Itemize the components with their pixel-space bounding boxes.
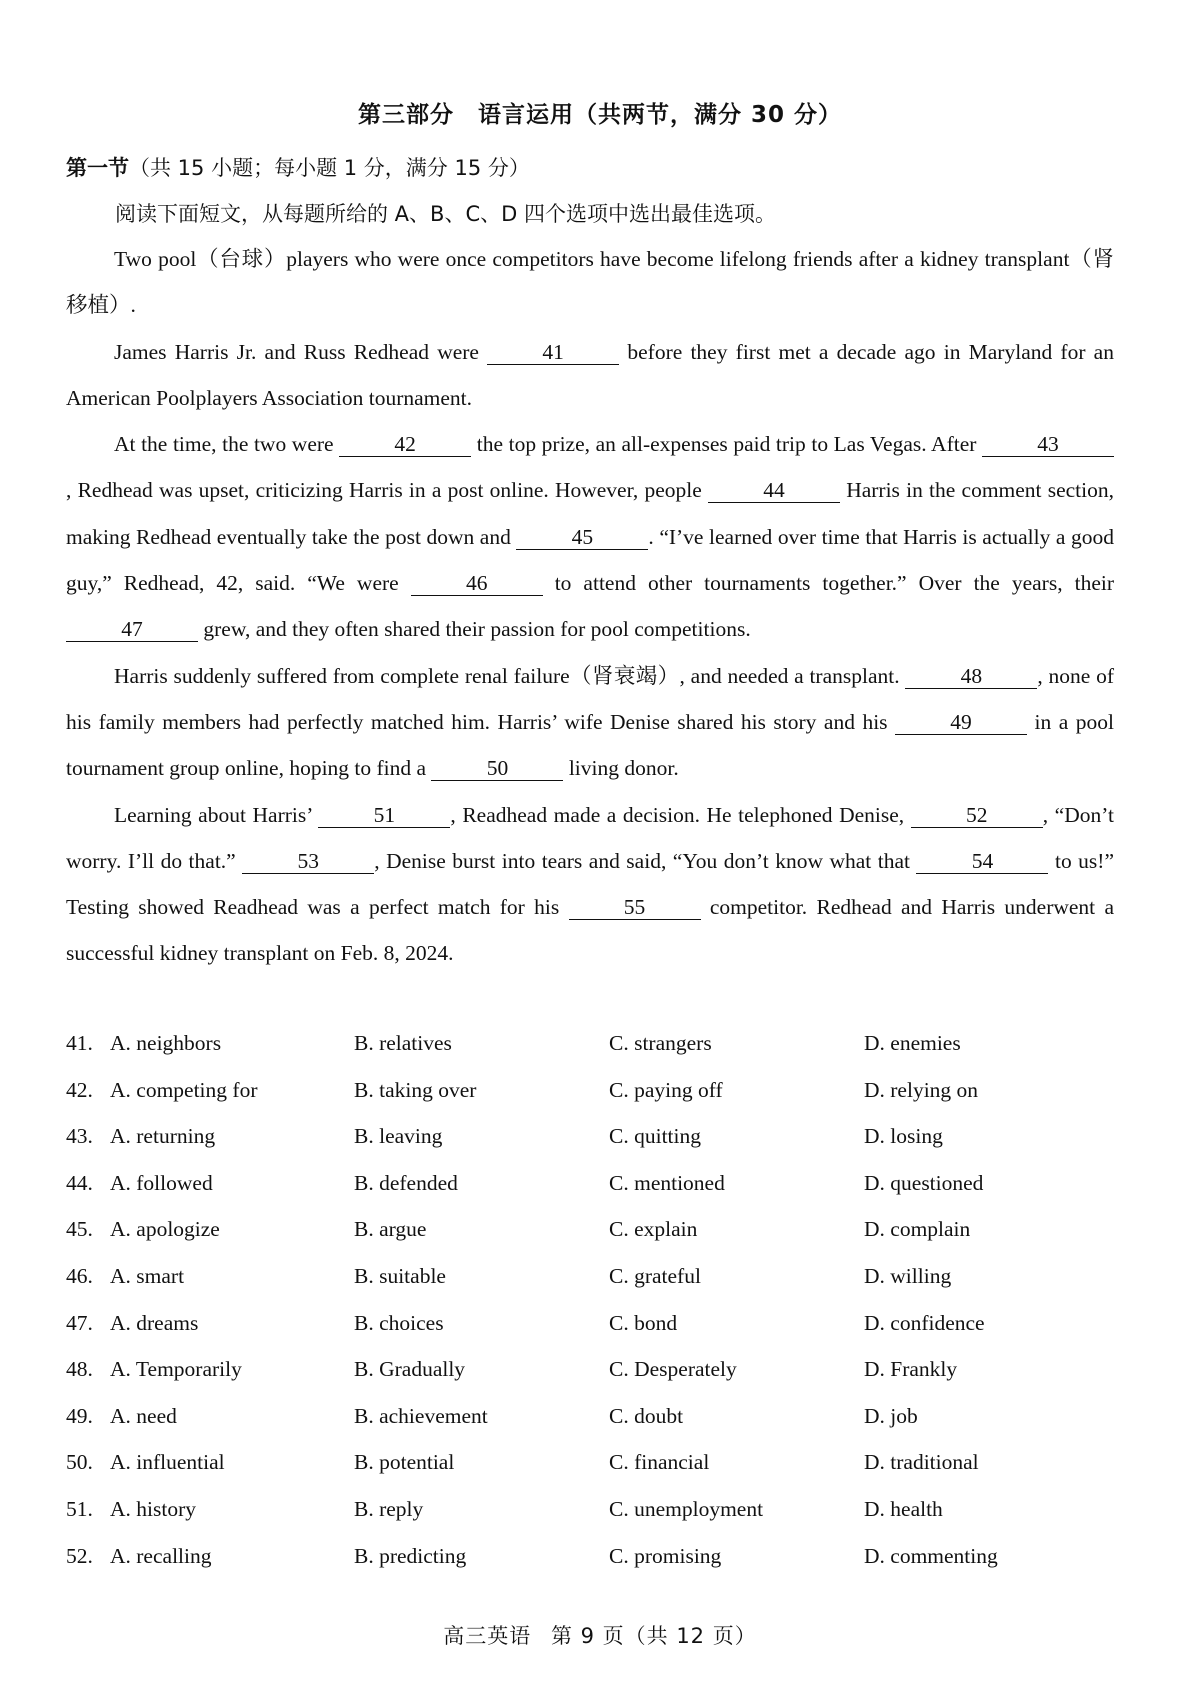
blank-49: 49 [895, 710, 1027, 735]
option-d: D. confidence [864, 1310, 985, 1335]
cloze-passage [66, 236, 1114, 977]
option-a: A. competing for [110, 1077, 258, 1102]
blank-47: 47 [66, 617, 198, 642]
paragraph-3 [66, 421, 1114, 652]
option-b: B. Gradually [354, 1357, 466, 1382]
passage-text: , “Don’t worry. I’ll do that.” [66, 802, 1114, 873]
blank-44: 44 [708, 478, 840, 503]
option-c: C. grateful [609, 1263, 701, 1288]
blank-46: 46 [411, 571, 543, 596]
part-title: 第三部分 语言运用（共两节，满分 30 分） [357, 102, 843, 128]
option-a: A. Temporarily [110, 1357, 242, 1382]
passage-text: to attend other tournaments together.” Over the years, their [542, 571, 1114, 596]
passage-text: Harris suddenly suffered from complete renal failure（肾衰竭）, and needed a transplant. [114, 663, 906, 688]
option-c: C. bond [609, 1310, 678, 1335]
passage-text: Two pool（台球）players who were once competitors have become lifelong friends after a kidney transplant（肾移植）. [66, 247, 1114, 318]
blank-52: 52 [911, 803, 1043, 828]
question-number: 45. [66, 1217, 93, 1242]
option-a: A. dreams [110, 1310, 199, 1335]
option-c: C. financial [609, 1450, 710, 1475]
passage-text: . “I’ve learned over time that Harris is actually a good guy,” Redhead, 42, said. “We were [66, 524, 1114, 596]
option-row [66, 1308, 1126, 1355]
option-c: C. doubt [609, 1403, 684, 1428]
option-row [66, 1121, 1126, 1168]
option-c: C. Desperately [609, 1357, 737, 1382]
question-number: 43. [66, 1124, 93, 1149]
blank-42: 42 [339, 432, 471, 457]
question-number: 47. [66, 1310, 93, 1335]
instruction-text: 阅读下面短文，从每题所给的 A、B、C、D 四个选项中选出最佳选项。 [115, 202, 776, 226]
option-a: A. apologize [110, 1217, 220, 1242]
option-row [66, 1214, 1126, 1261]
option-a: A. returning [110, 1124, 216, 1149]
blank-41: 41 [487, 340, 619, 365]
option-a: A. neighbors [110, 1031, 222, 1055]
question-number: 41. [66, 1031, 93, 1055]
option-c: C. unemployment [609, 1496, 764, 1521]
section-info: （共 15 小题；每小题 1 分，满分 15 分） [129, 156, 530, 180]
option-d: D. job [864, 1403, 918, 1428]
section-label: 第一节 [66, 156, 129, 180]
answer-options [66, 1028, 1126, 1587]
option-c: C. promising [609, 1543, 722, 1568]
option-b: B. suitable [354, 1263, 446, 1288]
paragraph-1 [66, 236, 1114, 329]
question-number: 52. [66, 1543, 93, 1568]
option-b: B. taking over [354, 1077, 477, 1102]
option-d: D. losing [864, 1124, 943, 1149]
option-row [66, 1354, 1126, 1401]
passage-text: grew, and they often shared their passion for pool competitions. [198, 617, 751, 642]
option-d: D. traditional [864, 1450, 979, 1475]
option-c: C. paying off [609, 1077, 723, 1102]
paragraph-2 [66, 329, 1114, 422]
option-row [66, 1168, 1126, 1215]
option-c: C. explain [609, 1217, 698, 1242]
option-b: B. leaving [354, 1124, 443, 1149]
passage-text: , Readhead made a decision. He telephoned Denise, [450, 802, 911, 827]
option-b: B. predicting [354, 1543, 467, 1568]
option-b: B. defended [354, 1170, 458, 1195]
option-d: D. complain [864, 1217, 971, 1242]
option-d: D. commenting [864, 1543, 998, 1568]
blank-45: 45 [516, 525, 648, 550]
passage-text: the top prize, an all-expenses paid trip to Las Vegas. After [471, 432, 982, 457]
option-d: D. Frankly [864, 1357, 958, 1382]
option-b: B. relatives [354, 1031, 452, 1055]
question-number: 49. [66, 1403, 93, 1428]
question-number: 51. [66, 1496, 93, 1521]
passage-text: living donor. [563, 756, 679, 781]
option-a: A. smart [110, 1263, 185, 1288]
option-d: D. willing [864, 1263, 952, 1288]
section-title [66, 152, 530, 182]
option-row [66, 1447, 1126, 1494]
passage-text: James Harris Jr. and Russ Redhead were [114, 339, 488, 364]
passage-text: Harris in the comment section, making Redhead eventually take the post down and [66, 478, 1115, 549]
passage-text: before they first met a decade ago in Maryland for an American Poolplayers Association tournament. [66, 339, 1114, 410]
option-d: D. enemies [864, 1031, 961, 1055]
question-number: 44. [66, 1170, 93, 1195]
option-row [66, 1261, 1126, 1308]
option-b: B. reply [354, 1496, 424, 1521]
option-a: A. history [110, 1496, 196, 1521]
paragraph-5 [66, 792, 1114, 977]
option-c: C. quitting [609, 1124, 701, 1149]
footer-subject: 高三英语 [443, 1624, 532, 1648]
blank-51: 51 [318, 803, 450, 828]
option-c: C. strangers [609, 1031, 712, 1055]
option-d: D. questioned [864, 1170, 984, 1195]
passage-text: in a pool tournament group online, hoping to find a [66, 709, 1114, 781]
blank-53: 53 [242, 849, 374, 874]
passage-text: to us!” Testing showed Readhead was a perfect match for his [66, 848, 1115, 920]
option-row [66, 1401, 1126, 1448]
passage-text: At the time, the two were [114, 432, 340, 457]
option-a: A. influential [110, 1450, 225, 1475]
blank-55: 55 [569, 895, 701, 920]
page-footer [0, 1620, 1200, 1650]
blank-50: 50 [431, 756, 563, 781]
option-b: B. potential [354, 1450, 455, 1475]
question-number: 50. [66, 1450, 93, 1475]
option-row [66, 1075, 1126, 1122]
option-row [66, 1494, 1126, 1541]
passage-text: , Redhead was upset, criticizing Harris in a post online. However, people [66, 478, 708, 503]
passage-text: , none of his family members had perfectly matched him. Harris’ wife Denise shared his story and his [66, 663, 1114, 734]
question-number: 48. [66, 1357, 93, 1382]
passage-text: competitor. Redhead and Harris underwent a successful kidney transplant on Feb. 8, 2024. [66, 895, 1114, 966]
option-a: A. recalling [110, 1543, 212, 1568]
footer-page-number: 第 9 页（共 12 页） [550, 1624, 757, 1648]
option-a: A. followed [110, 1170, 213, 1195]
option-b: B. choices [354, 1310, 444, 1335]
passage-text: , Denise burst into tears and said, “You don’t know what that [374, 848, 917, 873]
paragraph-4 [66, 653, 1114, 792]
option-row [66, 1541, 1126, 1588]
question-number: 46. [66, 1263, 93, 1288]
option-d: D. health [864, 1496, 943, 1521]
option-d: D. relying on [864, 1077, 979, 1102]
option-b: B. argue [354, 1217, 427, 1242]
question-number: 42. [66, 1077, 93, 1102]
option-b: B. achievement [354, 1403, 488, 1428]
blank-48: 48 [905, 664, 1037, 689]
option-a: A. need [110, 1403, 177, 1428]
blank-54: 54 [916, 849, 1048, 874]
option-c: C. mentioned [609, 1170, 725, 1195]
blank-43: 43 [982, 432, 1114, 457]
passage-text: Learning about Harris’ [114, 802, 319, 827]
option-row [66, 1028, 1126, 1075]
